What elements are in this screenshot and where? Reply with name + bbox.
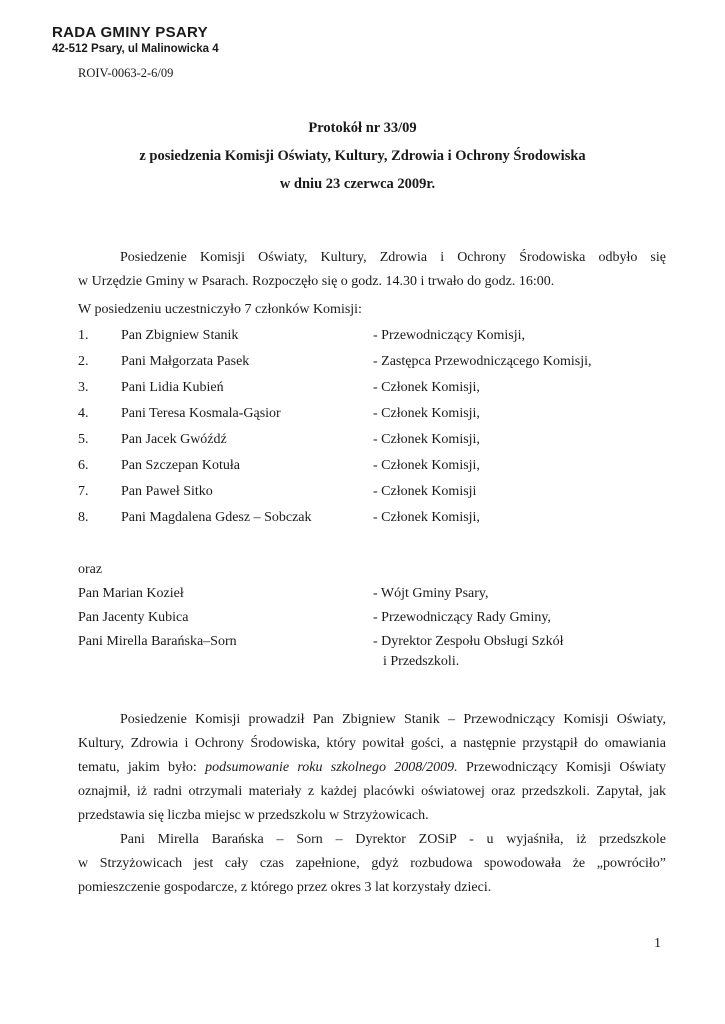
guest-role: - Dyrektor Zespołu Obsługi Szkół bbox=[373, 634, 564, 649]
body-paragraph-2 bbox=[78, 828, 666, 900]
body-p2-line-2: w Strzyżowicach jest cały czas zapełnione, gdyż rozbudowa spowodowała że „powróciło” bbox=[78, 856, 666, 871]
reference-number: ROIV-0063-2-6/09 bbox=[78, 66, 174, 80]
member-name: Pani Lidia Kubień bbox=[121, 380, 224, 395]
member-row bbox=[0, 432, 725, 456]
guest-role: - Przewodniczący Rady Gminy, bbox=[373, 610, 551, 625]
member-role: - Członek Komisji, bbox=[373, 510, 480, 525]
member-row bbox=[0, 484, 725, 508]
member-number: 1. bbox=[78, 328, 89, 343]
body-p1-line-5: przedstawia się liczba miejsc w przedszkolu w Strzyżowicach. bbox=[78, 808, 429, 823]
member-name: Pani Małgorzata Pasek bbox=[121, 354, 250, 369]
member-number: 5. bbox=[78, 432, 89, 447]
guest-role-continued: i Przedszkoli. bbox=[383, 654, 460, 669]
body-p1-line-2: Kultury, Zdrowia i Ochrony Środowiska, który powitał gości, a następnie przystąpił do omawiania bbox=[78, 736, 666, 751]
body-p1-line-3 bbox=[78, 756, 666, 780]
member-row bbox=[0, 510, 725, 534]
institution-stamp bbox=[52, 24, 219, 56]
intro-line-1: Posiedzenie Komisji Oświaty, Kultury, Zdrowia i Ochrony Środowiska odbyło się bbox=[120, 250, 666, 265]
member-name: Pan Zbigniew Stanik bbox=[121, 328, 239, 343]
member-role: - Członek Komisji, bbox=[373, 432, 480, 447]
body-p1-line-3-start: tematu, jakim było: bbox=[78, 760, 206, 775]
member-name: Pan Jacek Gwóźdź bbox=[121, 432, 227, 447]
institution-name: RADA GMINY PSARY bbox=[52, 24, 208, 41]
body-p1-line-4: oznajmił, iż radni otrzymali materiały z każdej placówki oświatowej oraz przedszkoli. Zapytał, jak bbox=[78, 784, 666, 799]
member-number: 4. bbox=[78, 406, 89, 421]
member-role: - Członek Komisji, bbox=[373, 458, 480, 473]
body-p1-line-1: Posiedzenie Komisji prowadził Pan Zbigniew Stanik – Przewodniczący Komisji Oświaty, bbox=[120, 712, 666, 727]
member-number: 3. bbox=[78, 380, 89, 395]
institution-address: 42-512 Psary, ul Malinowicka 4 bbox=[52, 43, 219, 55]
member-row bbox=[0, 458, 725, 482]
member-role: - Członek Komisji, bbox=[373, 380, 480, 395]
guests-label: oraz bbox=[78, 562, 103, 577]
protocol-subtitle: z posiedzenia Komisji Oświaty, Kultury, Zdrowia i Ochrony Środowiska bbox=[139, 148, 586, 164]
guest-name: Pan Marian Kozieł bbox=[78, 586, 184, 601]
member-number: 6. bbox=[78, 458, 89, 473]
intro-paragraph bbox=[78, 246, 666, 294]
protocol-date: w dniu 23 czerwca 2009r. bbox=[279, 176, 436, 192]
member-number: 7. bbox=[78, 484, 89, 499]
member-role: - Przewodniczący Komisji, bbox=[373, 328, 526, 343]
member-row bbox=[0, 406, 725, 430]
body-p2-line-3: pomieszczenie gospodarcze, z którego przez okres 3 lat korzystały dzieci. bbox=[78, 880, 492, 895]
member-name: Pani Magdalena Gdesz – Sobczak bbox=[121, 510, 312, 525]
member-row bbox=[0, 354, 725, 378]
member-number: 2. bbox=[78, 354, 89, 369]
page-number: 1 bbox=[654, 936, 661, 951]
member-name: Pan Szczepan Kotuła bbox=[121, 458, 240, 473]
intro-line-3: W posiedzeniu uczestniczyło 7 członków Komisji: bbox=[78, 302, 362, 317]
member-role: - Członek Komisji, bbox=[373, 406, 480, 421]
topic-emphasis: podsumowanie roku szkolnego 2008/2009. bbox=[205, 760, 458, 775]
member-row bbox=[0, 380, 725, 404]
member-name: Pan Paweł Sitko bbox=[121, 484, 213, 499]
member-name: Pani Teresa Kosmala-Gąsior bbox=[121, 406, 281, 421]
member-row bbox=[0, 328, 725, 352]
body-p1-line-3-end: Przewodniczący Komisji Oświaty bbox=[457, 760, 667, 775]
member-number: 8. bbox=[78, 510, 89, 525]
intro-line-2: w Urzędzie Gminy w Psarach. Rozpoczęło się o godz. 14.30 i trwało do godz. 16:00. bbox=[78, 274, 555, 289]
guest-name: Pan Jacenty Kubica bbox=[78, 610, 189, 625]
protocol-title: Protokół nr 33/09 bbox=[308, 120, 417, 136]
body-paragraph-1 bbox=[78, 708, 666, 828]
body-p2-line-1: Pani Mirella Barańska – Sorn – Dyrektor ZOSiP - u wyjaśniła, iż przedszkole bbox=[120, 832, 666, 847]
member-role: - Członek Komisji bbox=[373, 484, 477, 499]
guest-role: - Wójt Gminy Psary, bbox=[373, 586, 489, 601]
guest-name: Pani Mirella Barańska–Sorn bbox=[78, 634, 237, 649]
member-role: - Zastępca Przewodniczącego Komisji, bbox=[373, 354, 592, 369]
